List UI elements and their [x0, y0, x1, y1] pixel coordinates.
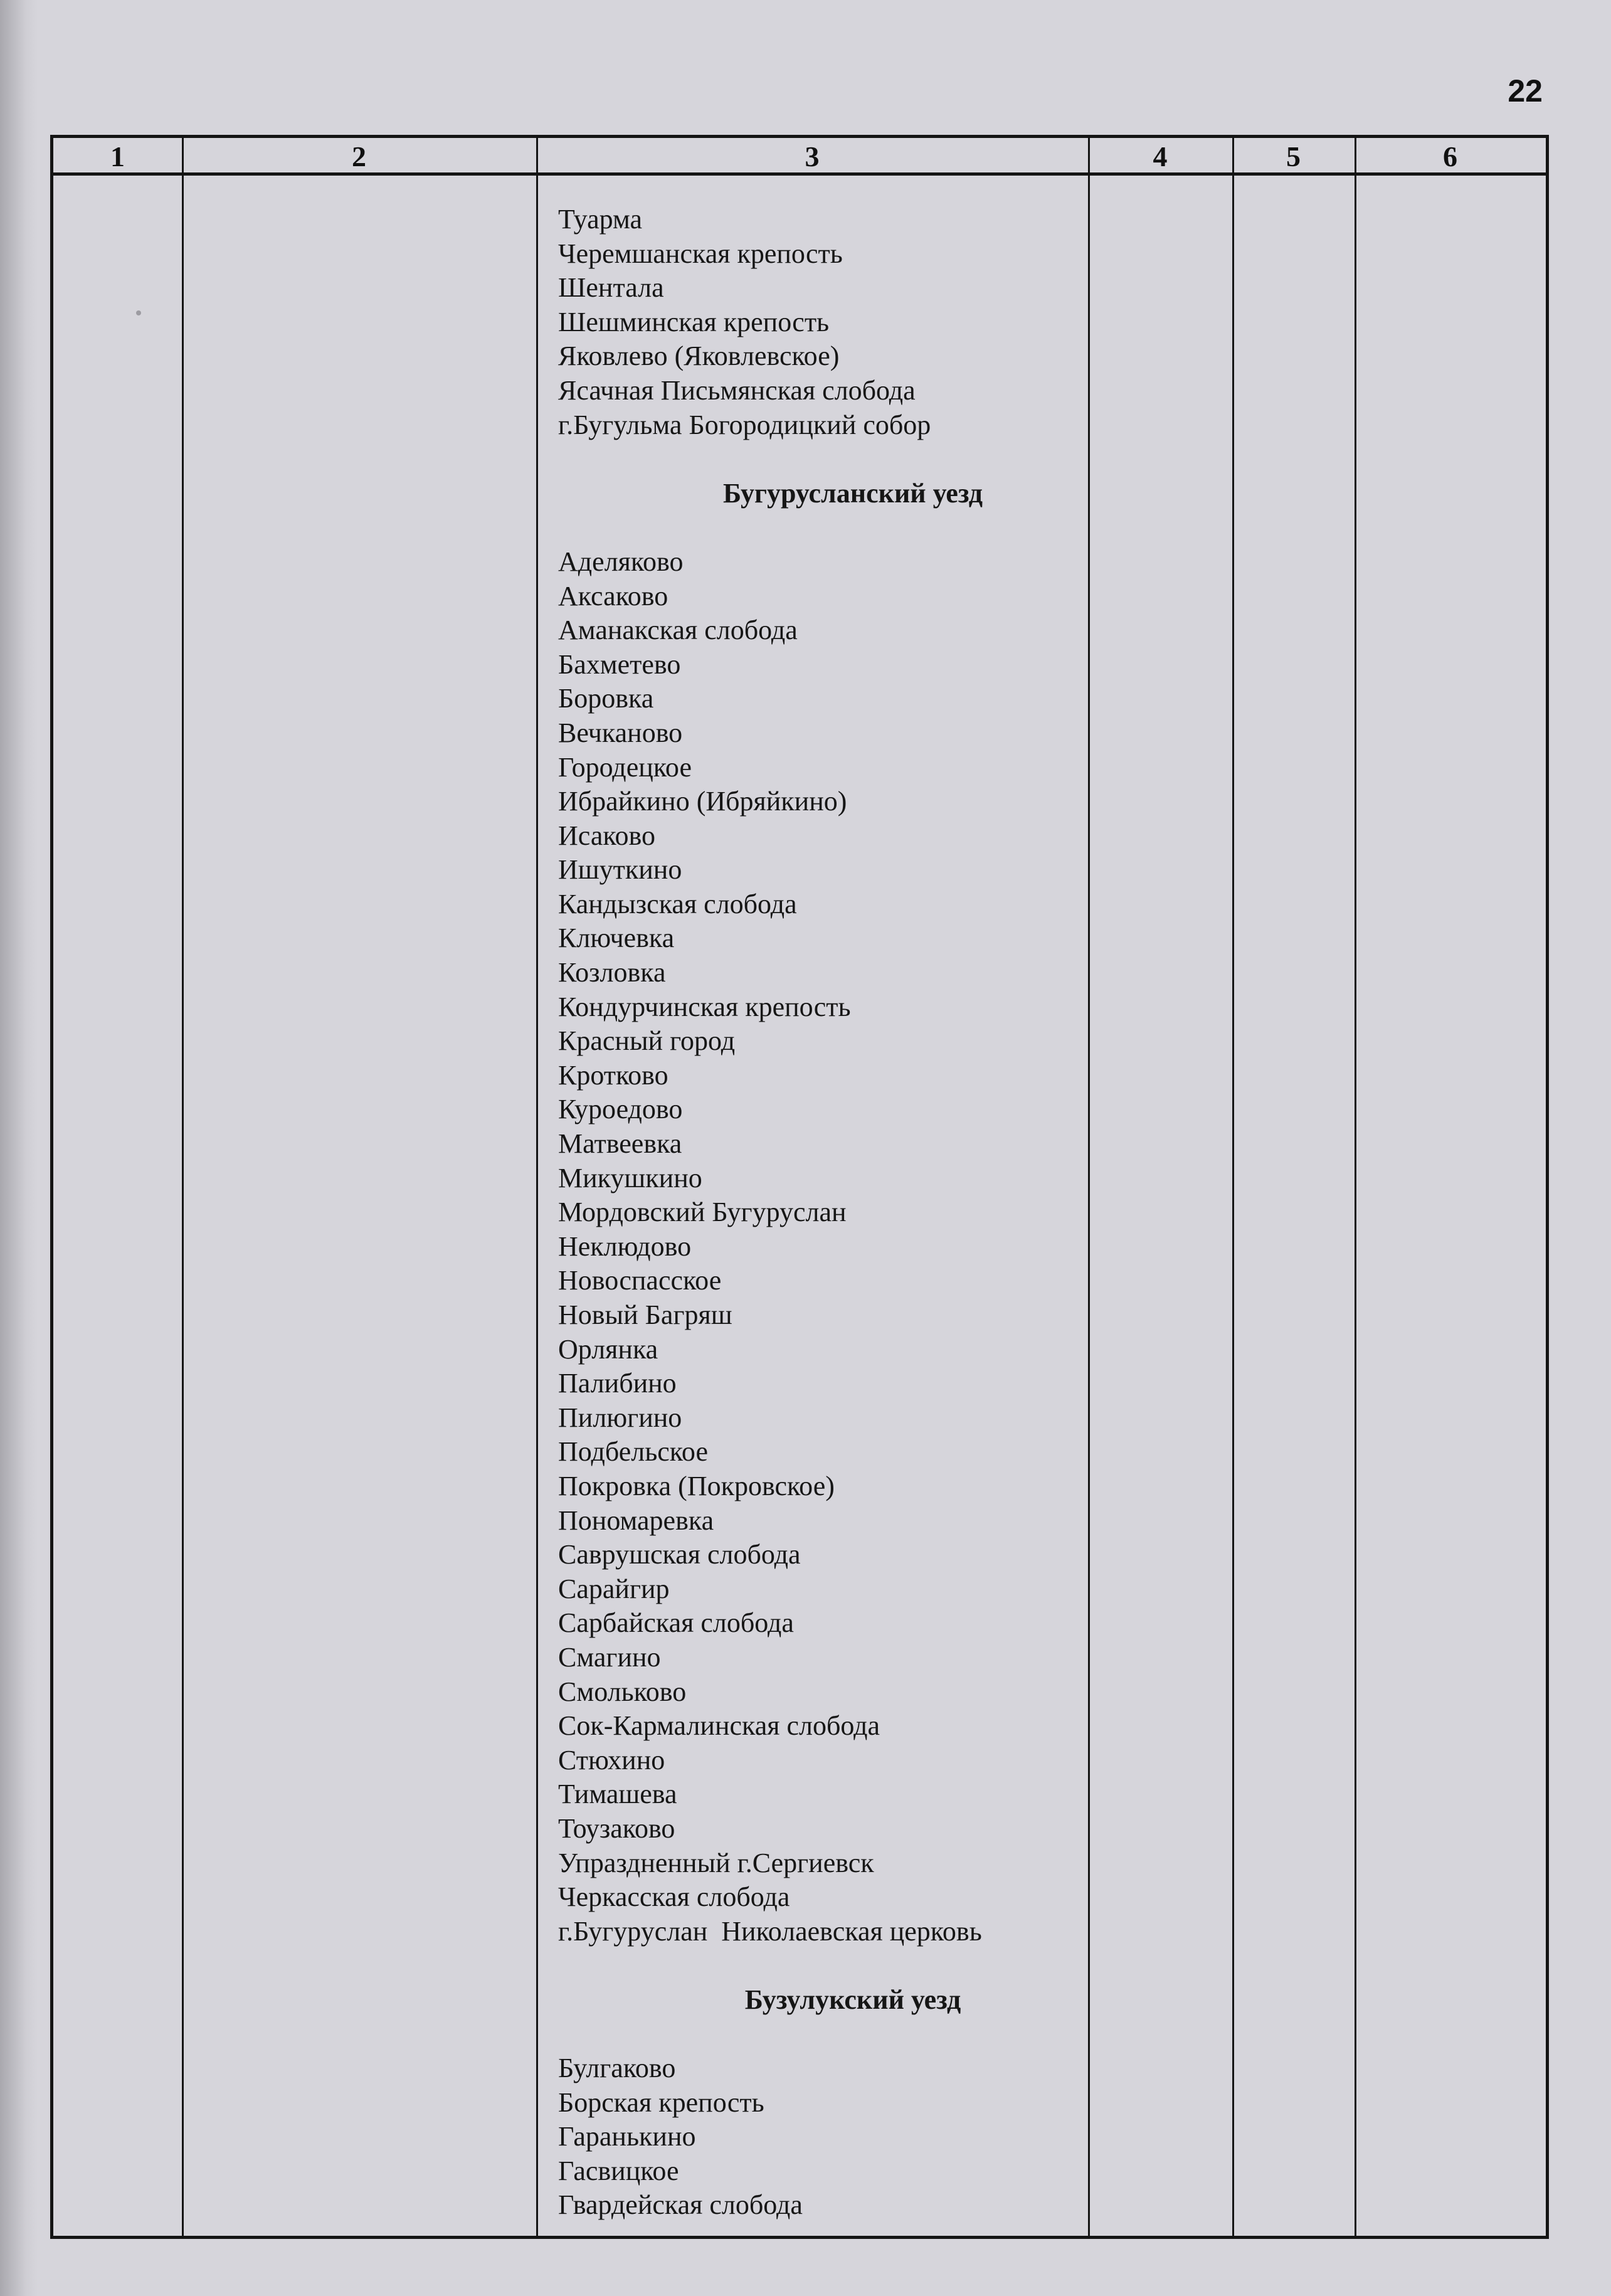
- list-item: Вечканово: [558, 717, 683, 748]
- list-item: Бахметево: [558, 648, 681, 680]
- list-item: Упраздненный г.Сергиевск: [558, 1847, 874, 1878]
- list-item: Смагино: [558, 1641, 661, 1673]
- list-item: Куроедово: [558, 1094, 683, 1125]
- top-spacer: [558, 198, 1122, 203]
- column-header-3: 3: [805, 140, 820, 172]
- list-item: Ибрайкино (Ибряйкино): [558, 786, 847, 817]
- section-spacer: [558, 2017, 1122, 2051]
- list-item: Козловка: [558, 957, 666, 988]
- section-buguruslan: [558, 545, 1122, 1949]
- column-divider-1-2: [182, 138, 184, 2236]
- list-item: Гвардейская слобода: [558, 2189, 803, 2221]
- document-table: [50, 135, 1549, 2239]
- list-item: Черкасская слобода: [558, 1881, 790, 1913]
- list-item: г.Бугульма Богородицкий собор: [558, 409, 931, 440]
- list-item: Кондурчинская крепость: [558, 991, 851, 1022]
- list-item: Сок-Кармалинская слобода: [558, 1710, 880, 1742]
- column-divider-2-3: [536, 138, 538, 2236]
- list-item: Боровка: [558, 683, 654, 714]
- list-item: Аделяково: [558, 546, 684, 577]
- list-item: Красный город: [558, 1025, 736, 1057]
- list-item: Ключевка: [558, 923, 675, 954]
- page-number: 22: [1508, 73, 1543, 108]
- column-header-6: 6: [1443, 140, 1457, 172]
- list-item: Стюхино: [558, 1744, 665, 1775]
- section-heading-buguruslan: Бугурусланский уезд: [723, 477, 983, 509]
- list-item: Кротково: [558, 1059, 668, 1091]
- section-spacer: [558, 511, 1122, 545]
- list-item: Пилюгино: [558, 1402, 682, 1433]
- list-item: Новоспасское: [558, 1265, 722, 1296]
- list-item: Тоузаково: [558, 1812, 675, 1844]
- table-header-row: [53, 138, 1546, 176]
- list-item: Кандызская слобода: [558, 888, 797, 919]
- list-item: Ясачная Письмянская слобода: [558, 374, 916, 406]
- list-item: Шешминская крепость: [558, 306, 830, 337]
- list-item: Покровка (Покровское): [558, 1470, 835, 1501]
- column-divider-5-6: [1355, 138, 1356, 2236]
- column-header-5: 5: [1286, 140, 1301, 172]
- list-item: Мордовский Бугуруслан: [558, 1197, 847, 1228]
- list-item: Саврушская слобода: [558, 1539, 801, 1570]
- list-item: Исаково: [558, 820, 655, 851]
- list-item: Гаранькино: [558, 2121, 696, 2152]
- list-item: Сарайгир: [558, 1573, 670, 1604]
- column-header-4: 4: [1153, 140, 1168, 172]
- list-item: Аманакская слобода: [558, 615, 798, 646]
- list-item: Борская крепость: [558, 2087, 764, 2118]
- section-spacer: [558, 442, 1122, 477]
- column-header-1: 1: [110, 140, 125, 172]
- list-item: Булгаково: [558, 2053, 676, 2084]
- list-item: Матвеевка: [558, 1128, 682, 1160]
- list-item: Смольково: [558, 1676, 687, 1707]
- list-item: Городецкое: [558, 751, 692, 783]
- list-item: Палибино: [558, 1368, 677, 1399]
- list-item: Черемшанская крепость: [558, 238, 843, 269]
- list-item: Яковлево (Яковлевское): [558, 341, 840, 372]
- list-item: Неклюдово: [558, 1230, 692, 1262]
- list-item: Пономаревка: [558, 1505, 714, 1536]
- section-continued: [558, 203, 1122, 442]
- column-3-content: [558, 198, 1122, 2223]
- list-item: Ишуткино: [558, 854, 682, 886]
- column-divider-4-5: [1232, 138, 1234, 2236]
- list-item: Новый Багряш: [558, 1299, 732, 1330]
- section-spacer: [558, 1949, 1122, 1983]
- column-header-2: 2: [352, 140, 366, 172]
- section-buzuluk: [558, 2051, 1122, 2223]
- list-item: г.Бугуруслан Николаевская церковь: [558, 1915, 982, 1947]
- list-item: Аксаково: [558, 580, 668, 611]
- section-heading-buzuluk: Бузулукский уезд: [744, 1984, 961, 2015]
- list-item: Микушкино: [558, 1162, 702, 1193]
- list-item: Орлянка: [558, 1333, 658, 1365]
- list-item: Тимашева: [558, 1779, 677, 1810]
- page-edge-shadow: [0, 0, 38, 2296]
- list-item: Подбельское: [558, 1436, 708, 1468]
- list-item: Гасвицкое: [558, 2155, 679, 2186]
- list-item: Сарбайская слобода: [558, 1607, 794, 1639]
- list-item: Туарма: [558, 204, 643, 235]
- list-item: Шентала: [558, 272, 664, 304]
